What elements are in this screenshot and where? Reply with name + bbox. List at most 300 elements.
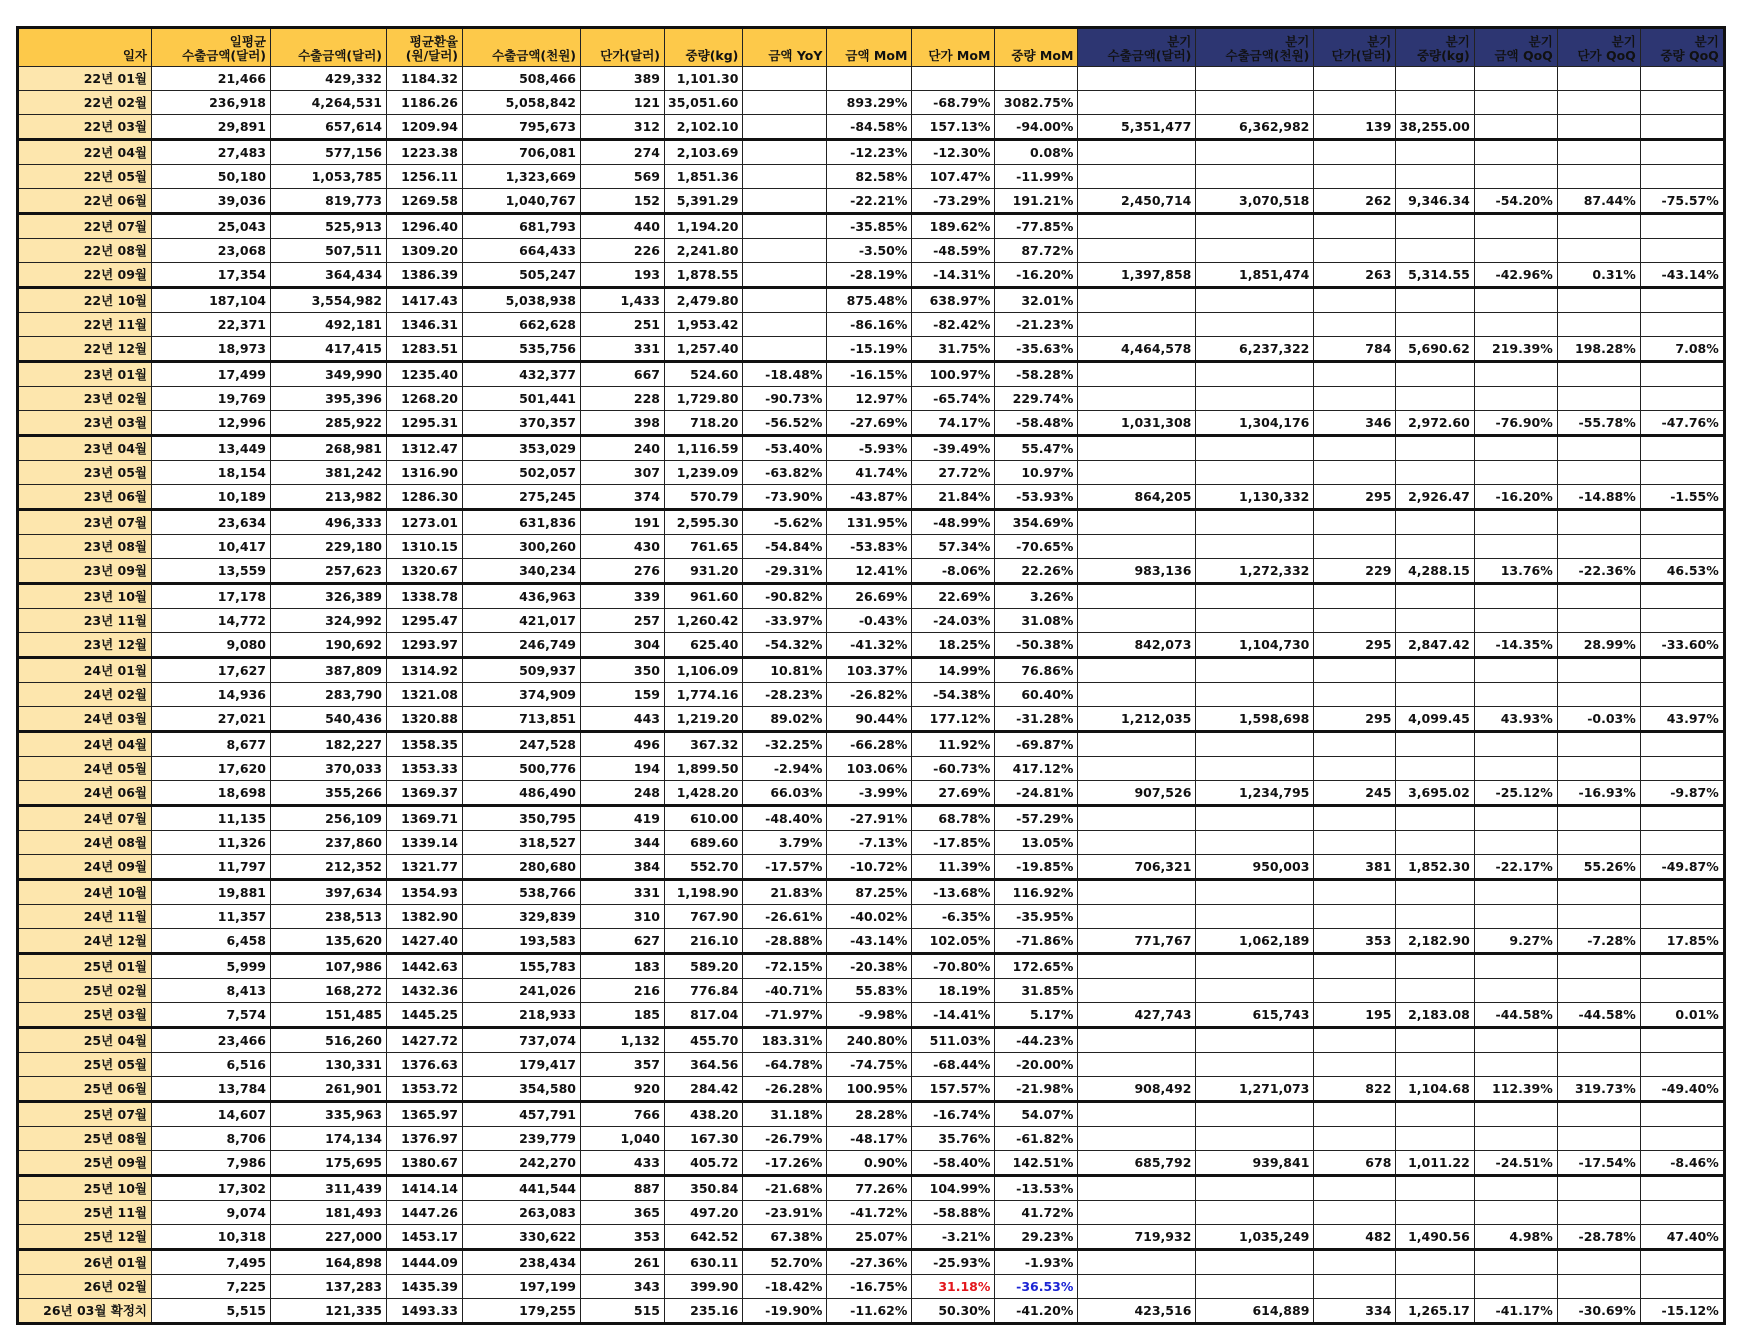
cell-amount-mom[interactable]: -7.13%: [827, 831, 912, 855]
cell-export-krw[interactable]: 508,466: [463, 67, 581, 91]
cell-weight-mom[interactable]: -58.28%: [995, 362, 1078, 387]
cell-q-unit-price-usd[interactable]: 295: [1314, 485, 1396, 510]
cell-export-usd[interactable]: 130,331: [271, 1053, 387, 1077]
cell-unit-price-usd[interactable]: 339: [581, 584, 665, 609]
cell-q-price-qoq[interactable]: 319.73%: [1557, 1077, 1640, 1102]
cell-q-export-usd[interactable]: [1078, 140, 1196, 165]
cell-price-mom[interactable]: -3.21%: [912, 1225, 995, 1250]
cell-q-export-krw[interactable]: [1196, 1102, 1314, 1127]
cell-q-export-krw[interactable]: 1,598,698: [1196, 707, 1314, 732]
cell-q-amount-qoq[interactable]: 4.98%: [1474, 1225, 1557, 1250]
cell-q-weight-kg[interactable]: [1396, 584, 1474, 609]
cell-amount-mom[interactable]: -12.23%: [827, 140, 912, 165]
cell-q-weight-kg[interactable]: [1396, 288, 1474, 313]
cell-unit-price-usd[interactable]: 191: [581, 510, 665, 535]
cell-q-amount-qoq[interactable]: [1474, 1201, 1557, 1225]
cell-q-weight-kg[interactable]: [1396, 165, 1474, 189]
cell-q-weight-qoq[interactable]: [1640, 91, 1724, 115]
cell-amount-yoy[interactable]: -71.97%: [743, 1003, 827, 1028]
cell-q-amount-qoq[interactable]: [1474, 1127, 1557, 1151]
cell-q-export-krw[interactable]: [1196, 535, 1314, 559]
cell-q-export-usd[interactable]: [1078, 362, 1196, 387]
cell-q-export-krw[interactable]: [1196, 510, 1314, 535]
cell-amount-mom[interactable]: -26.82%: [827, 683, 912, 707]
cell-unit-price-usd[interactable]: 193: [581, 263, 665, 288]
cell-q-export-usd[interactable]: [1078, 905, 1196, 929]
cell-q-weight-qoq[interactable]: -15.12%: [1640, 1299, 1724, 1324]
cell-q-export-krw[interactable]: 1,851,474: [1196, 263, 1314, 288]
cell-q-unit-price-usd[interactable]: [1314, 954, 1396, 979]
cell-q-amount-qoq[interactable]: [1474, 165, 1557, 189]
cell-q-price-qoq[interactable]: [1557, 1275, 1640, 1299]
cell-amount-mom[interactable]: 12.41%: [827, 559, 912, 584]
cell-weight-kg[interactable]: 1,260.42: [665, 609, 743, 633]
cell-avg-exchange-rate[interactable]: 1382.90: [387, 905, 463, 929]
cell-q-weight-qoq[interactable]: [1640, 1053, 1724, 1077]
cell-amount-yoy[interactable]: -53.40%: [743, 436, 827, 461]
cell-weight-mom[interactable]: -57.29%: [995, 806, 1078, 831]
cell-q-unit-price-usd[interactable]: [1314, 1275, 1396, 1299]
cell-q-weight-kg[interactable]: 1,490.56: [1396, 1225, 1474, 1250]
cell-date[interactable]: 23년 04월: [18, 436, 152, 461]
cell-date[interactable]: 25년 09월: [18, 1151, 152, 1176]
cell-q-export-usd[interactable]: 842,073: [1078, 633, 1196, 658]
cell-avg-exchange-rate[interactable]: 1295.31: [387, 411, 463, 436]
cell-daily-avg-usd[interactable]: 11,797: [152, 855, 271, 880]
cell-weight-mom[interactable]: 3.26%: [995, 584, 1078, 609]
cell-q-weight-qoq[interactable]: 0.01%: [1640, 1003, 1724, 1028]
cell-q-price-qoq[interactable]: [1557, 979, 1640, 1003]
cell-amount-yoy[interactable]: -18.48%: [743, 362, 827, 387]
cell-q-export-krw[interactable]: 939,841: [1196, 1151, 1314, 1176]
cell-weight-mom[interactable]: 22.26%: [995, 559, 1078, 584]
cell-avg-exchange-rate[interactable]: 1353.72: [387, 1077, 463, 1102]
cell-amount-mom[interactable]: -27.36%: [827, 1250, 912, 1275]
cell-q-amount-qoq[interactable]: [1474, 461, 1557, 485]
cell-q-amount-qoq[interactable]: [1474, 609, 1557, 633]
cell-q-price-qoq[interactable]: [1557, 165, 1640, 189]
cell-q-unit-price-usd[interactable]: [1314, 806, 1396, 831]
cell-export-krw[interactable]: 538,766: [463, 880, 581, 905]
cell-avg-exchange-rate[interactable]: 1310.15: [387, 535, 463, 559]
cell-q-amount-qoq[interactable]: [1474, 1053, 1557, 1077]
cell-amount-yoy[interactable]: [743, 263, 827, 288]
cell-price-mom[interactable]: -14.31%: [912, 263, 995, 288]
cell-weight-mom[interactable]: 10.97%: [995, 461, 1078, 485]
cell-q-export-usd[interactable]: [1078, 436, 1196, 461]
cell-date[interactable]: 23년 10월: [18, 584, 152, 609]
cell-daily-avg-usd[interactable]: 7,495: [152, 1250, 271, 1275]
cell-q-price-qoq[interactable]: -22.36%: [1557, 559, 1640, 584]
cell-q-export-usd[interactable]: [1078, 67, 1196, 91]
cell-amount-mom[interactable]: -48.17%: [827, 1127, 912, 1151]
cell-q-export-usd[interactable]: 719,932: [1078, 1225, 1196, 1250]
cell-unit-price-usd[interactable]: 887: [581, 1176, 665, 1201]
cell-weight-mom[interactable]: -36.53%: [995, 1275, 1078, 1299]
cell-unit-price-usd[interactable]: 398: [581, 411, 665, 436]
cell-q-weight-qoq[interactable]: [1640, 288, 1724, 313]
cell-q-export-usd[interactable]: [1078, 880, 1196, 905]
cell-export-krw[interactable]: 329,839: [463, 905, 581, 929]
cell-q-export-krw[interactable]: [1196, 362, 1314, 387]
cell-daily-avg-usd[interactable]: 8,677: [152, 732, 271, 757]
cell-weight-kg[interactable]: 405.72: [665, 1151, 743, 1176]
cell-date[interactable]: 22년 01월: [18, 67, 152, 91]
cell-amount-mom[interactable]: -43.14%: [827, 929, 912, 954]
cell-q-export-krw[interactable]: [1196, 1053, 1314, 1077]
cell-q-unit-price-usd[interactable]: 482: [1314, 1225, 1396, 1250]
cell-avg-exchange-rate[interactable]: 1339.14: [387, 831, 463, 855]
cell-q-export-usd[interactable]: [1078, 239, 1196, 263]
cell-q-unit-price-usd[interactable]: 678: [1314, 1151, 1396, 1176]
cell-export-usd[interactable]: 657,614: [271, 115, 387, 140]
cell-q-price-qoq[interactable]: [1557, 288, 1640, 313]
cell-unit-price-usd[interactable]: 183: [581, 954, 665, 979]
cell-weight-kg[interactable]: 1,729.80: [665, 387, 743, 411]
cell-weight-kg[interactable]: 216.10: [665, 929, 743, 954]
cell-q-amount-qoq[interactable]: [1474, 239, 1557, 263]
cell-q-weight-kg[interactable]: [1396, 214, 1474, 239]
cell-daily-avg-usd[interactable]: 13,559: [152, 559, 271, 584]
cell-q-price-qoq[interactable]: [1557, 1201, 1640, 1225]
cell-q-weight-kg[interactable]: [1396, 732, 1474, 757]
cell-q-amount-qoq[interactable]: [1474, 1250, 1557, 1275]
cell-date[interactable]: 24년 11월: [18, 905, 152, 929]
cell-q-weight-qoq[interactable]: [1640, 831, 1724, 855]
cell-q-weight-kg[interactable]: 1,852.30: [1396, 855, 1474, 880]
cell-price-mom[interactable]: -70.80%: [912, 954, 995, 979]
cell-export-krw[interactable]: 681,793: [463, 214, 581, 239]
cell-export-krw[interactable]: 501,441: [463, 387, 581, 411]
cell-q-weight-qoq[interactable]: [1640, 1028, 1724, 1053]
cell-price-mom[interactable]: 107.47%: [912, 165, 995, 189]
cell-q-price-qoq[interactable]: [1557, 214, 1640, 239]
cell-q-weight-kg[interactable]: 1,104.68: [1396, 1077, 1474, 1102]
cell-price-mom[interactable]: -54.38%: [912, 683, 995, 707]
cell-avg-exchange-rate[interactable]: 1444.09: [387, 1250, 463, 1275]
cell-unit-price-usd[interactable]: 228: [581, 387, 665, 411]
cell-q-weight-qoq[interactable]: 7.08%: [1640, 337, 1724, 362]
cell-daily-avg-usd[interactable]: 17,620: [152, 757, 271, 781]
cell-weight-mom[interactable]: -21.98%: [995, 1077, 1078, 1102]
cell-export-krw[interactable]: 193,583: [463, 929, 581, 954]
header-q-amount-qoq[interactable]: [1474, 28, 1557, 67]
cell-export-krw[interactable]: 155,783: [463, 954, 581, 979]
cell-date[interactable]: 22년 07월: [18, 214, 152, 239]
cell-amount-yoy[interactable]: -33.97%: [743, 609, 827, 633]
cell-q-weight-qoq[interactable]: [1640, 67, 1724, 91]
cell-weight-mom[interactable]: 5.17%: [995, 1003, 1078, 1028]
cell-date[interactable]: 26년 01월: [18, 1250, 152, 1275]
cell-q-weight-qoq[interactable]: -1.55%: [1640, 485, 1724, 510]
cell-q-amount-qoq[interactable]: 43.93%: [1474, 707, 1557, 732]
cell-weight-kg[interactable]: 455.70: [665, 1028, 743, 1053]
cell-q-export-usd[interactable]: [1078, 535, 1196, 559]
cell-daily-avg-usd[interactable]: 11,135: [152, 806, 271, 831]
cell-q-weight-qoq[interactable]: -43.14%: [1640, 263, 1724, 288]
cell-q-weight-qoq[interactable]: [1640, 362, 1724, 387]
cell-q-export-usd[interactable]: 423,516: [1078, 1299, 1196, 1324]
cell-daily-avg-usd[interactable]: 10,189: [152, 485, 271, 510]
cell-weight-mom[interactable]: 32.01%: [995, 288, 1078, 313]
cell-amount-mom[interactable]: -41.72%: [827, 1201, 912, 1225]
cell-q-weight-qoq[interactable]: [1640, 140, 1724, 165]
cell-export-usd[interactable]: 285,922: [271, 411, 387, 436]
cell-weight-mom[interactable]: -77.85%: [995, 214, 1078, 239]
cell-unit-price-usd[interactable]: 307: [581, 461, 665, 485]
cell-weight-mom[interactable]: 229.74%: [995, 387, 1078, 411]
cell-export-krw[interactable]: 795,673: [463, 115, 581, 140]
cell-weight-kg[interactable]: 2,595.30: [665, 510, 743, 535]
cell-q-price-qoq[interactable]: -0.03%: [1557, 707, 1640, 732]
cell-daily-avg-usd[interactable]: 9,074: [152, 1201, 271, 1225]
cell-export-krw[interactable]: 179,255: [463, 1299, 581, 1324]
cell-q-weight-kg[interactable]: 38,255.00: [1396, 115, 1474, 140]
cell-export-krw[interactable]: 500,776: [463, 757, 581, 781]
cell-q-export-krw[interactable]: [1196, 732, 1314, 757]
cell-q-export-usd[interactable]: 908,492: [1078, 1077, 1196, 1102]
cell-weight-mom[interactable]: -44.23%: [995, 1028, 1078, 1053]
cell-export-krw[interactable]: 280,680: [463, 855, 581, 880]
cell-weight-mom[interactable]: 354.69%: [995, 510, 1078, 535]
cell-amount-yoy[interactable]: -48.40%: [743, 806, 827, 831]
cell-unit-price-usd[interactable]: 515: [581, 1299, 665, 1324]
cell-amount-mom[interactable]: -11.62%: [827, 1299, 912, 1324]
cell-amount-mom[interactable]: -15.19%: [827, 337, 912, 362]
cell-avg-exchange-rate[interactable]: 1209.94: [387, 115, 463, 140]
cell-price-mom[interactable]: 18.25%: [912, 633, 995, 658]
cell-q-price-qoq[interactable]: [1557, 683, 1640, 707]
cell-q-weight-qoq[interactable]: [1640, 115, 1724, 140]
cell-export-krw[interactable]: 179,417: [463, 1053, 581, 1077]
cell-price-mom[interactable]: -17.85%: [912, 831, 995, 855]
cell-unit-price-usd[interactable]: 766: [581, 1102, 665, 1127]
cell-export-krw[interactable]: 421,017: [463, 609, 581, 633]
cell-avg-exchange-rate[interactable]: 1442.63: [387, 954, 463, 979]
cell-q-amount-qoq[interactable]: -54.20%: [1474, 189, 1557, 214]
cell-price-mom[interactable]: -65.74%: [912, 387, 995, 411]
cell-weight-mom[interactable]: 0.08%: [995, 140, 1078, 165]
cell-export-krw[interactable]: 737,074: [463, 1028, 581, 1053]
cell-q-export-krw[interactable]: [1196, 214, 1314, 239]
cell-q-weight-kg[interactable]: 1,265.17: [1396, 1299, 1474, 1324]
cell-amount-yoy[interactable]: [743, 214, 827, 239]
cell-weight-kg[interactable]: 2,479.80: [665, 288, 743, 313]
cell-daily-avg-usd[interactable]: 50,180: [152, 165, 271, 189]
header-avg-exchange-rate[interactable]: [387, 28, 463, 67]
cell-amount-yoy[interactable]: -73.90%: [743, 485, 827, 510]
cell-export-krw[interactable]: 436,963: [463, 584, 581, 609]
cell-q-export-krw[interactable]: [1196, 1176, 1314, 1201]
cell-q-price-qoq[interactable]: [1557, 436, 1640, 461]
cell-daily-avg-usd[interactable]: 23,068: [152, 239, 271, 263]
cell-avg-exchange-rate[interactable]: 1184.32: [387, 67, 463, 91]
cell-unit-price-usd[interactable]: 344: [581, 831, 665, 855]
cell-unit-price-usd[interactable]: 1,433: [581, 288, 665, 313]
cell-amount-yoy[interactable]: 89.02%: [743, 707, 827, 732]
cell-q-export-krw[interactable]: [1196, 67, 1314, 91]
cell-weight-kg[interactable]: 524.60: [665, 362, 743, 387]
cell-q-export-usd[interactable]: [1078, 1250, 1196, 1275]
cell-q-export-krw[interactable]: [1196, 954, 1314, 979]
cell-amount-yoy[interactable]: 3.79%: [743, 831, 827, 855]
cell-weight-mom[interactable]: -58.48%: [995, 411, 1078, 436]
cell-daily-avg-usd[interactable]: 5,999: [152, 954, 271, 979]
header-q-export-usd[interactable]: [1078, 28, 1196, 67]
cell-weight-kg[interactable]: 2,103.69: [665, 140, 743, 165]
cell-q-amount-qoq[interactable]: [1474, 387, 1557, 411]
cell-daily-avg-usd[interactable]: 19,881: [152, 880, 271, 905]
cell-weight-mom[interactable]: -69.87%: [995, 732, 1078, 757]
cell-weight-mom[interactable]: 172.65%: [995, 954, 1078, 979]
cell-daily-avg-usd[interactable]: 13,784: [152, 1077, 271, 1102]
cell-weight-kg[interactable]: 497.20: [665, 1201, 743, 1225]
cell-date[interactable]: 25년 03월: [18, 1003, 152, 1028]
header-q-weight-qoq[interactable]: [1640, 28, 1724, 67]
cell-q-weight-kg[interactable]: 2,926.47: [1396, 485, 1474, 510]
cell-export-krw[interactable]: 275,245: [463, 485, 581, 510]
cell-q-unit-price-usd[interactable]: [1314, 535, 1396, 559]
cell-amount-yoy[interactable]: -28.88%: [743, 929, 827, 954]
cell-q-price-qoq[interactable]: -7.28%: [1557, 929, 1640, 954]
cell-date[interactable]: 24년 12월: [18, 929, 152, 954]
cell-export-krw[interactable]: 241,026: [463, 979, 581, 1003]
cell-export-krw[interactable]: 509,937: [463, 658, 581, 683]
cell-q-export-krw[interactable]: 1,130,332: [1196, 485, 1314, 510]
cell-q-price-qoq[interactable]: [1557, 806, 1640, 831]
header-price-mom[interactable]: [912, 28, 995, 67]
cell-export-krw[interactable]: 5,058,842: [463, 91, 581, 115]
cell-amount-mom[interactable]: 875.48%: [827, 288, 912, 313]
cell-date[interactable]: 23년 11월: [18, 609, 152, 633]
cell-amount-yoy[interactable]: -90.73%: [743, 387, 827, 411]
cell-amount-mom[interactable]: -84.58%: [827, 115, 912, 140]
cell-avg-exchange-rate[interactable]: 1286.30: [387, 485, 463, 510]
cell-weight-kg[interactable]: 1,198.90: [665, 880, 743, 905]
cell-weight-kg[interactable]: 1,953.42: [665, 313, 743, 337]
cell-date[interactable]: 23년 09월: [18, 559, 152, 584]
cell-q-weight-qoq[interactable]: -49.40%: [1640, 1077, 1724, 1102]
cell-weight-kg[interactable]: 1,428.20: [665, 781, 743, 806]
cell-q-weight-kg[interactable]: 3,695.02: [1396, 781, 1474, 806]
cell-q-amount-qoq[interactable]: [1474, 362, 1557, 387]
cell-amount-yoy[interactable]: -32.25%: [743, 732, 827, 757]
cell-export-usd[interactable]: 387,809: [271, 658, 387, 683]
cell-q-weight-qoq[interactable]: [1640, 1250, 1724, 1275]
cell-weight-kg[interactable]: 2,241.80: [665, 239, 743, 263]
cell-avg-exchange-rate[interactable]: 1365.97: [387, 1102, 463, 1127]
cell-q-unit-price-usd[interactable]: 353: [1314, 929, 1396, 954]
cell-date[interactable]: 22년 06월: [18, 189, 152, 214]
cell-export-krw[interactable]: 350,795: [463, 806, 581, 831]
cell-q-price-qoq[interactable]: -44.58%: [1557, 1003, 1640, 1028]
cell-q-export-krw[interactable]: [1196, 1250, 1314, 1275]
cell-weight-mom[interactable]: -94.00%: [995, 115, 1078, 140]
cell-daily-avg-usd[interactable]: 14,936: [152, 683, 271, 707]
cell-q-unit-price-usd[interactable]: [1314, 140, 1396, 165]
cell-q-price-qoq[interactable]: [1557, 954, 1640, 979]
cell-q-weight-kg[interactable]: [1396, 609, 1474, 633]
cell-q-amount-qoq[interactable]: -14.35%: [1474, 633, 1557, 658]
cell-weight-mom[interactable]: 116.92%: [995, 880, 1078, 905]
cell-avg-exchange-rate[interactable]: 1268.20: [387, 387, 463, 411]
cell-q-price-qoq[interactable]: [1557, 609, 1640, 633]
cell-weight-kg[interactable]: 931.20: [665, 559, 743, 584]
cell-daily-avg-usd[interactable]: 236,918: [152, 91, 271, 115]
cell-avg-exchange-rate[interactable]: 1376.97: [387, 1127, 463, 1151]
cell-export-krw[interactable]: 354,580: [463, 1077, 581, 1102]
cell-export-usd[interactable]: 326,389: [271, 584, 387, 609]
cell-date[interactable]: 25년 01월: [18, 954, 152, 979]
cell-daily-avg-usd[interactable]: 11,326: [152, 831, 271, 855]
cell-q-amount-qoq[interactable]: [1474, 880, 1557, 905]
cell-avg-exchange-rate[interactable]: 1320.67: [387, 559, 463, 584]
cell-q-amount-qoq[interactable]: -44.58%: [1474, 1003, 1557, 1028]
cell-q-amount-qoq[interactable]: 13.76%: [1474, 559, 1557, 584]
cell-date[interactable]: 23년 02월: [18, 387, 152, 411]
cell-amount-yoy[interactable]: [743, 313, 827, 337]
cell-export-krw[interactable]: 370,357: [463, 411, 581, 436]
cell-q-export-usd[interactable]: [1078, 1275, 1196, 1299]
cell-amount-yoy[interactable]: 52.70%: [743, 1250, 827, 1275]
cell-q-weight-kg[interactable]: [1396, 362, 1474, 387]
cell-q-weight-kg[interactable]: [1396, 979, 1474, 1003]
cell-date[interactable]: 25년 10월: [18, 1176, 152, 1201]
cell-q-unit-price-usd[interactable]: [1314, 683, 1396, 707]
cell-unit-price-usd[interactable]: 365: [581, 1201, 665, 1225]
cell-export-krw[interactable]: 631,836: [463, 510, 581, 535]
cell-weight-kg[interactable]: 1,899.50: [665, 757, 743, 781]
cell-price-mom[interactable]: 638.97%: [912, 288, 995, 313]
cell-q-price-qoq[interactable]: 28.99%: [1557, 633, 1640, 658]
cell-weight-mom[interactable]: 60.40%: [995, 683, 1078, 707]
cell-export-usd[interactable]: 335,963: [271, 1102, 387, 1127]
cell-q-amount-qoq[interactable]: [1474, 115, 1557, 140]
cell-price-mom[interactable]: 11.92%: [912, 732, 995, 757]
cell-export-usd[interactable]: 151,485: [271, 1003, 387, 1028]
cell-amount-yoy[interactable]: -54.84%: [743, 535, 827, 559]
cell-q-weight-kg[interactable]: [1396, 1102, 1474, 1127]
cell-avg-exchange-rate[interactable]: 1358.35: [387, 732, 463, 757]
cell-export-usd[interactable]: 819,773: [271, 189, 387, 214]
cell-q-price-qoq[interactable]: [1557, 1127, 1640, 1151]
cell-q-unit-price-usd[interactable]: 784: [1314, 337, 1396, 362]
cell-export-krw[interactable]: 535,756: [463, 337, 581, 362]
cell-q-weight-kg[interactable]: [1396, 535, 1474, 559]
cell-avg-exchange-rate[interactable]: 1346.31: [387, 313, 463, 337]
cell-export-krw[interactable]: 5,038,938: [463, 288, 581, 313]
cell-q-price-qoq[interactable]: [1557, 140, 1640, 165]
cell-unit-price-usd[interactable]: 216: [581, 979, 665, 1003]
cell-q-export-krw[interactable]: [1196, 880, 1314, 905]
cell-amount-mom[interactable]: 0.90%: [827, 1151, 912, 1176]
cell-weight-kg[interactable]: 767.90: [665, 905, 743, 929]
cell-weight-kg[interactable]: 1,774.16: [665, 683, 743, 707]
cell-price-mom[interactable]: -24.03%: [912, 609, 995, 633]
cell-q-price-qoq[interactable]: [1557, 535, 1640, 559]
cell-avg-exchange-rate[interactable]: 1320.88: [387, 707, 463, 732]
cell-q-weight-kg[interactable]: [1396, 510, 1474, 535]
cell-q-weight-qoq[interactable]: [1640, 1127, 1724, 1151]
cell-daily-avg-usd[interactable]: 5,515: [152, 1299, 271, 1324]
cell-export-krw[interactable]: 340,234: [463, 559, 581, 584]
cell-weight-mom[interactable]: -13.53%: [995, 1176, 1078, 1201]
cell-amount-mom[interactable]: -16.75%: [827, 1275, 912, 1299]
cell-export-usd[interactable]: 182,227: [271, 732, 387, 757]
cell-q-amount-qoq[interactable]: 9.27%: [1474, 929, 1557, 954]
cell-export-usd[interactable]: 311,439: [271, 1176, 387, 1201]
cell-q-amount-qoq[interactable]: [1474, 954, 1557, 979]
